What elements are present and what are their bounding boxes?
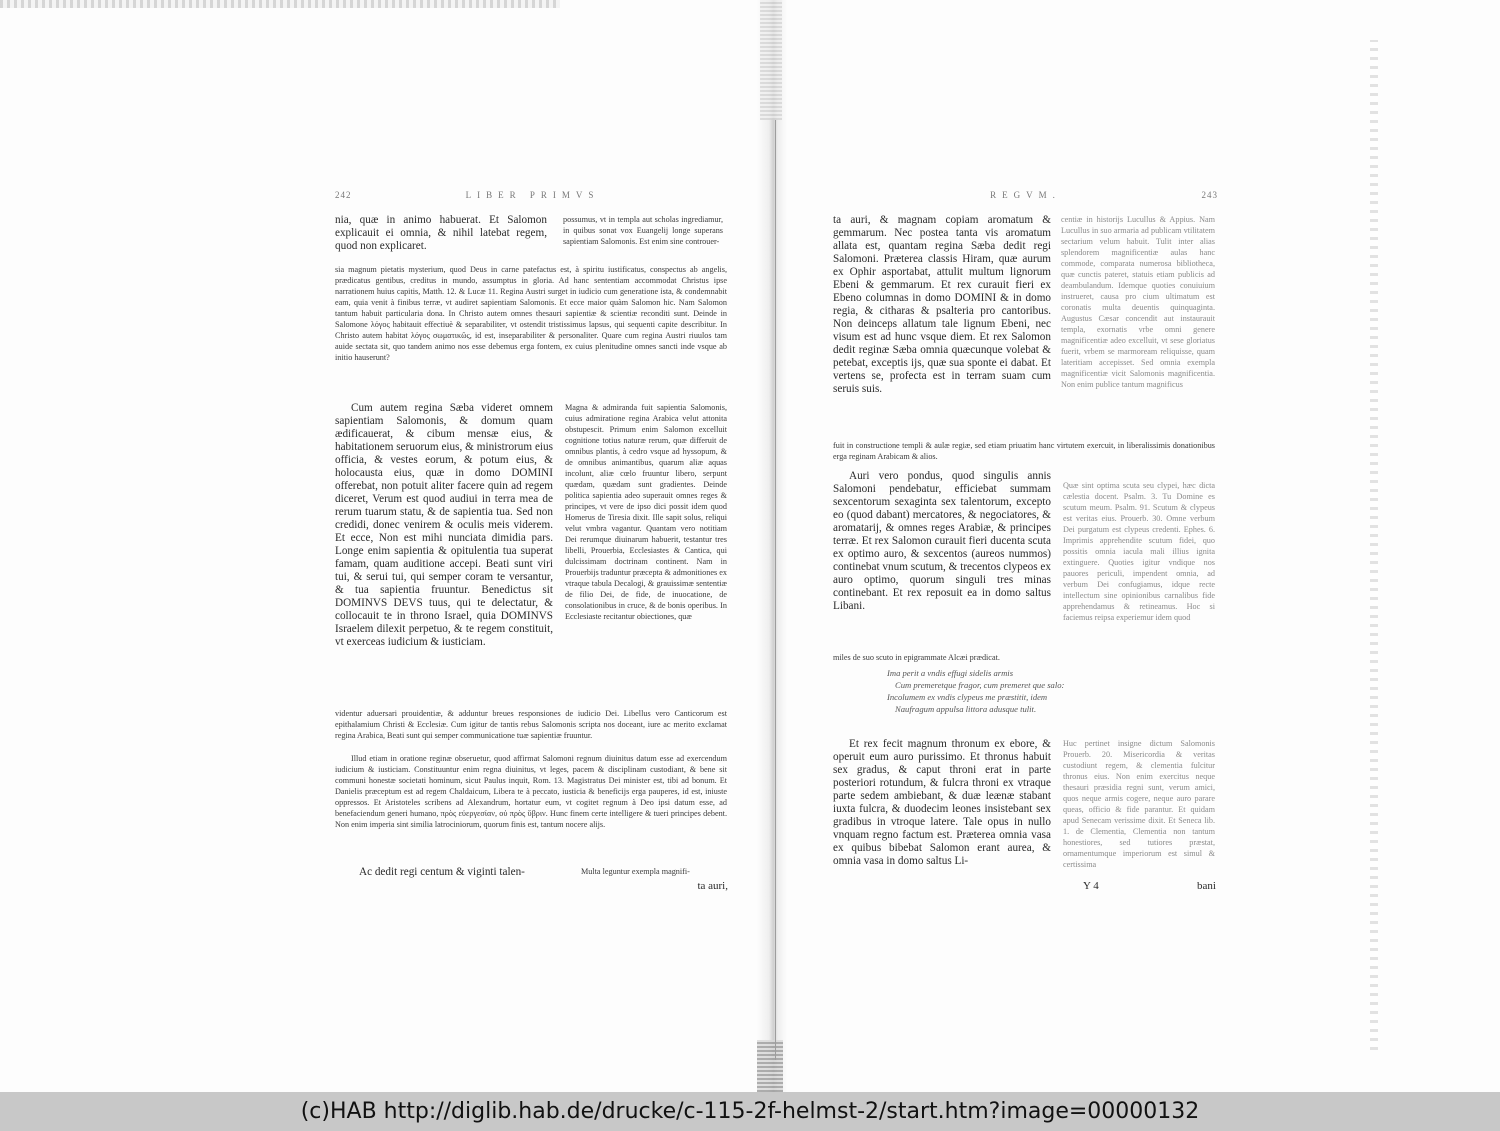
right-running-head	[833, 190, 1218, 206]
left-main-text-2: Cum autem regina Sæba videret omnem sapientiam Salomonis, & domum quam ædificauerat, & cibum mensæ eius, & habitationem seruorum eius, & ministrorum eius officia, & vestes eorum, & potum eius, & holocausta eius, quæ in domo DOMINI offerebat, non potuit aliter facere quin ad regem diceret, Verum est quod audiui in terra mea de rerum tuarum statu, & de sapientia tua. Sed non credidi, donec venirem & oculis meis viderem. Et ecce, Non est mihi nunciata dimidia pars. Longe enim sapientia & opitulentia tua superat famam, quam auditione accepi. Beati sunt viri tui, & serui tui, qui semper coram te versantur, & tua sapientia fruuntur. Benedictus sit DOMINVS DEVS tuus, qui te delectatur, & collocauit te in throno Israel, quia DOMINVS Israelem dilexit perpetuo, & te regem constituit, vt exerceas iudicium & iusticiam.	[335, 402, 553, 648]
left-commentary-bottom: Multa leguntur exempla magnifi-	[581, 867, 690, 876]
right-commentary-2: miles de suo scuto in epigrammate Alcæi prædicat.	[833, 653, 1000, 662]
right-commentary-side-1: centiæ in historijs Lucullus & Appius. Nam Lucullus in suo armaria ad publicam vtilitatem sectarium velum habuit. Tulit inter alias splendorem magnificentiæ aulas hanc commode, comparata numerosa bibliotheca, quæ cunctis pateret, statuis etiam publicis ad deambulandum. Idemque quoties conuiuium instrueret, causa pro cium ultimatum est coronatis multa deuentis quinquaginta. Augustus Cæsar concendit aut instaurauit templa, exornatis vrbe omni genere magnificentiæ adeo excelluit, vt sese gloriatus fuerit, vrbem se marmoream reliquisse, quam lateritiam accepisset. Sed omnia exempla magnificentiæ vicit Salomonis magnificentia. Non enim publice tantum magnificus	[1061, 215, 1215, 389]
gutter-line	[775, 120, 776, 1060]
right-main-text-1: ta auri, & magnam copiam aromatum & gemmarum. Nec postea tanta vis aromatum allata est, quantam regina Sæba dedit regi Salomoni. Præterea classis Hiram, quæ aurum ex Ophir asportabat, attulit multum lignorum Ebeni & gemmarum. Et rex curauit fieri ex Ebeno columnas in domo DOMINI & in domo regia, & citharas & psalteria pro cantoribus. Non deinceps allatum tale lignum Ebeni, nec visum est ad hunc vsque diem. Et rex Salomon dedit reginæ Sæba omnia quæcunque volebat & petebat, exceptis ijs, quæ sua sponte ei dabat. Et vertens se, profecta est in terram suam cum seruis suis.	[833, 214, 1051, 395]
left-main-text-top: nia, quæ in animo habuerat. Et Salomon explicauit ei omnia, & nihil latebat regem, quod non explicaret.	[335, 214, 547, 252]
right-main-text-3: Et rex fecit magnum thronum ex ebore, & operuit eum auro purissimo. Et thronus habuit sex gradus, & caput throni erat in parte posteriori rotundum, & fulcra throni ex vtraque parte sedem ambiebant, & duæ leænæ stabant iuxta fulcra, & duodecim leones insistebant sex gradibus in vtroque latere. Tale opus in nullo vnquam regno factum est. Præterea omnia vasa ex quibus bibebat Salomon erant aurea, & omnia vasa in domo saltus Li-	[833, 738, 1051, 867]
right-commentary-1: fuit in constructione templi & aulæ regiæ, sed etiam priuatim hanc virtutem exercuit, in liberalissimis donationibus erga reginam Arabicam & alios.	[833, 441, 1215, 461]
left-page-number: 242	[335, 190, 352, 200]
right-commentary-side-3: Huc pertinet insigne dictum Salomonis Prouerb. 20. Misericordia & veritas custodiunt regem, & clementia fulcitur thronus eius. Non enim exercitus neque thesauri præsidia regni sunt, verum amici, quos neque armis cogere, neque auro parare queas, officio & fide parantur. Et quidam apud Senecam verissime dixit. Et Seneca lib. 1. de Clementia, Clementia non tantum honestiores, sed tutiores præstat, ornamentumque imperiorum est simul & certissima	[1063, 739, 1215, 869]
scan-edge-noise	[0, 0, 560, 8]
right-page-number: 243	[1201, 190, 1218, 200]
right-main-text-2: Auri vero pondus, quod singulis annis Salomoni pendebatur, efficiebat summam sexcentorum sexaginta sex talentorum, excepto eo (quod dabant) mercatores, & negociatores, & aromatarij, & omnes reges Arabiæ, & principes terræ. Et rex Salomon curauit fieri ducenta scuta ex optimo auro, & sexcentos (aureos nummos) continebat vnum scutum, & trecentos clypeos ex auro optimo, quorum singuli tres minas continebant. Et rex reposuit ea in domo saltus Libani.	[833, 470, 1051, 612]
right-catchword: bani	[1197, 880, 1216, 892]
left-commentary-3: Illud etiam in oratione reginæ obseruetur, quod affirmat Salomoni regnum diuinitus datum esse ad exercendum iudicium & iusticiam. Constituuntur enim regna diuinitus, vt leges, pacem & disciplinam custodiant, & bene sit communi honestæ societati hominum, sicut Paulus inquit, Rom. 13. Magistratus Dei minister est, tibi ad bonum. Et Danielis præceptum est ad regem Chaldaicum, Libera te à peccato, iusticia & beneficijs erga pauperes, id est, iniuste oppressos. Et Aristoteles scribens ad Alexandrum, hortatur eum, vt cogitet regnum à Deo ipsi datum esse, ad benefaciendum generi humano, πρὸς εὐεργεσίαν, οὐ πρὸς ὕβριν. Hunc finem certe intelligere & tueri principes debent. Non enim imperia sint similia latrociniorum, quorum finis est, tantum nocere alijs.	[335, 754, 727, 829]
left-catchword: ta auri,	[697, 880, 728, 892]
copyright-footer	[0, 1092, 1500, 1131]
right-running-title: REGVM.	[990, 190, 1061, 200]
footer-credit-text: (c)HAB http://diglib.hab.de/drucke/c-115-2f-helmst-2/start.htm?image=00000132	[300, 1099, 1200, 1124]
spine-bottom-edge	[757, 1040, 783, 1092]
right-commentary-side-2: Quæ sint optima scuta seu clypei, hæc dicta cælestia docent. Psalm. 3. Tu Domine es scutum meum. Psalm. 91. Scutum & clypeus est veritas eius. Prouerb. 30. Omne verbum Dei purgatum est clypeus credenti. Ephes. 6. Imprimis apprehendite scutum fidei, quo possitis omnia iacula mali illius ignita extinguere. Quoties igitur vndique nos pauores periculi, impendent omnia, ad verbum Dei confugiamus, idque recte intellectum sine opinionibus carnalibus fide apprehendamus & retineamus. Hoc si faciemus reipsa experiemur idem quod	[1063, 481, 1215, 622]
left-commentary-2: videntur aduersari prouidentiæ, & adduntur breues responsiones de iudicio Dei. Libellus vero Canticorum est epithalamium Christi & Ecclesiæ. Cum igitur de tantis rebus Salomonis scripta nos doceant, iure ac merito exclamat regina Arabica, Beati sunt qui semper communicatione tuæ sapientiæ fruuntur.	[335, 709, 727, 740]
spine-top-edge	[760, 0, 782, 120]
left-commentary-side-2: Magna & admiranda fuit sapientia Salomonis, cuius admiratione regina Arabica velut attonita obstupescit. Primum enim Salomon excelluit cognitione totius naturæ rerum, quæ differuit de omnibus plantis, à cedro vsque ad hyssopum, & de omnibus animantibus, quarum aliæ aquas incolunt, aliæ cœlo fruuntur libero, serpunt quædam, quædam sunt gradientes. Deinde politica sapientia adeo superauit omnes reges & principes, vt vere de ipso dici possit idem quod Homerus de Tiresia dixit. Ille sapit solus, reliqui velut vmbra vagantur. Quantam vero notitiam Dei rerumque diuinarum habuerit, testantur tres libelli, Prouerbia, Ecclesiastes & Cantica, qui dulcissimam doctrinam continent. Nam in Prouerbijs traduntur præcepta & admonitiones ex vtraque tabula Decalogi, & grauissimæ sententiæ de filio Dei, de fide, de inuocatione, de consolationibus in cruce, & de bonis operibus. In Ecclesiaste recitantur obiectiones, quæ	[565, 403, 727, 621]
left-running-head	[335, 190, 730, 206]
left-commentary-top: possumus, vt in templa aut scholas ingrediamur, in quibus sonat vox Euangelij longe superans sapientiam Salomonis. Est enim sine controuer-	[563, 215, 723, 246]
verse-line-4: Naufragum appulsa littora adusque tulit.	[895, 704, 1037, 714]
right-signature-mark: Y 4	[1083, 880, 1099, 892]
verse-line-1: Ima perit a vndis effugi sidelis armis	[887, 668, 1014, 678]
verse-line-2: Cum premeretque fragor, cum premeret que salo:	[895, 680, 1065, 690]
verse-line-3: Incolumem ex vndis clypeus me præstitit, idem	[887, 692, 1048, 702]
left-commentary-1: sia magnum pietatis mysterium, quod Deus in carne patefactus est, à spiritu iustificatus, conspectus ab angelis, prædicatus gentibus, creditus in mundo, assumptus in gloria. Ad hanc sententiam accommodat Christus ipse narrationem huius capitis, Matth. 12. & Lucæ 11. Regina Austri surget in iudicio cum generatione ista, & condemnabit eam, quia venit à finibus terræ, vt audiret sapientiam Salomonis. Et ecce maior quàm Salomon hic. Nam Salomon tantum habuit particularia dona. In Christo autem omnes thesauri sapientiæ & scientiæ reconditi sunt. Deinde in Salomone λόγος habitauit effectiuè & separabiliter, vt ostendit tristissimus lapsus, qui sequenti capite describitur. In Christo autem habitat λόγος σωματικῶς, id est, inseparabiliter & personaliter. Quare cum regina Austri riuulos tam auide sectata sit, quo tandem animo nos esse debemus erga fontem, ex cuius plenitudine omnes sancti inde vsque ab initio hauserunt?	[335, 265, 727, 362]
book-spine-shadow	[757, 0, 787, 1092]
left-main-text-bottom: Ac dedit regi centum & viginti talen-	[359, 866, 525, 878]
left-running-title: LIBER PRIMVS	[465, 190, 600, 200]
page-edge-right	[1370, 40, 1378, 1050]
